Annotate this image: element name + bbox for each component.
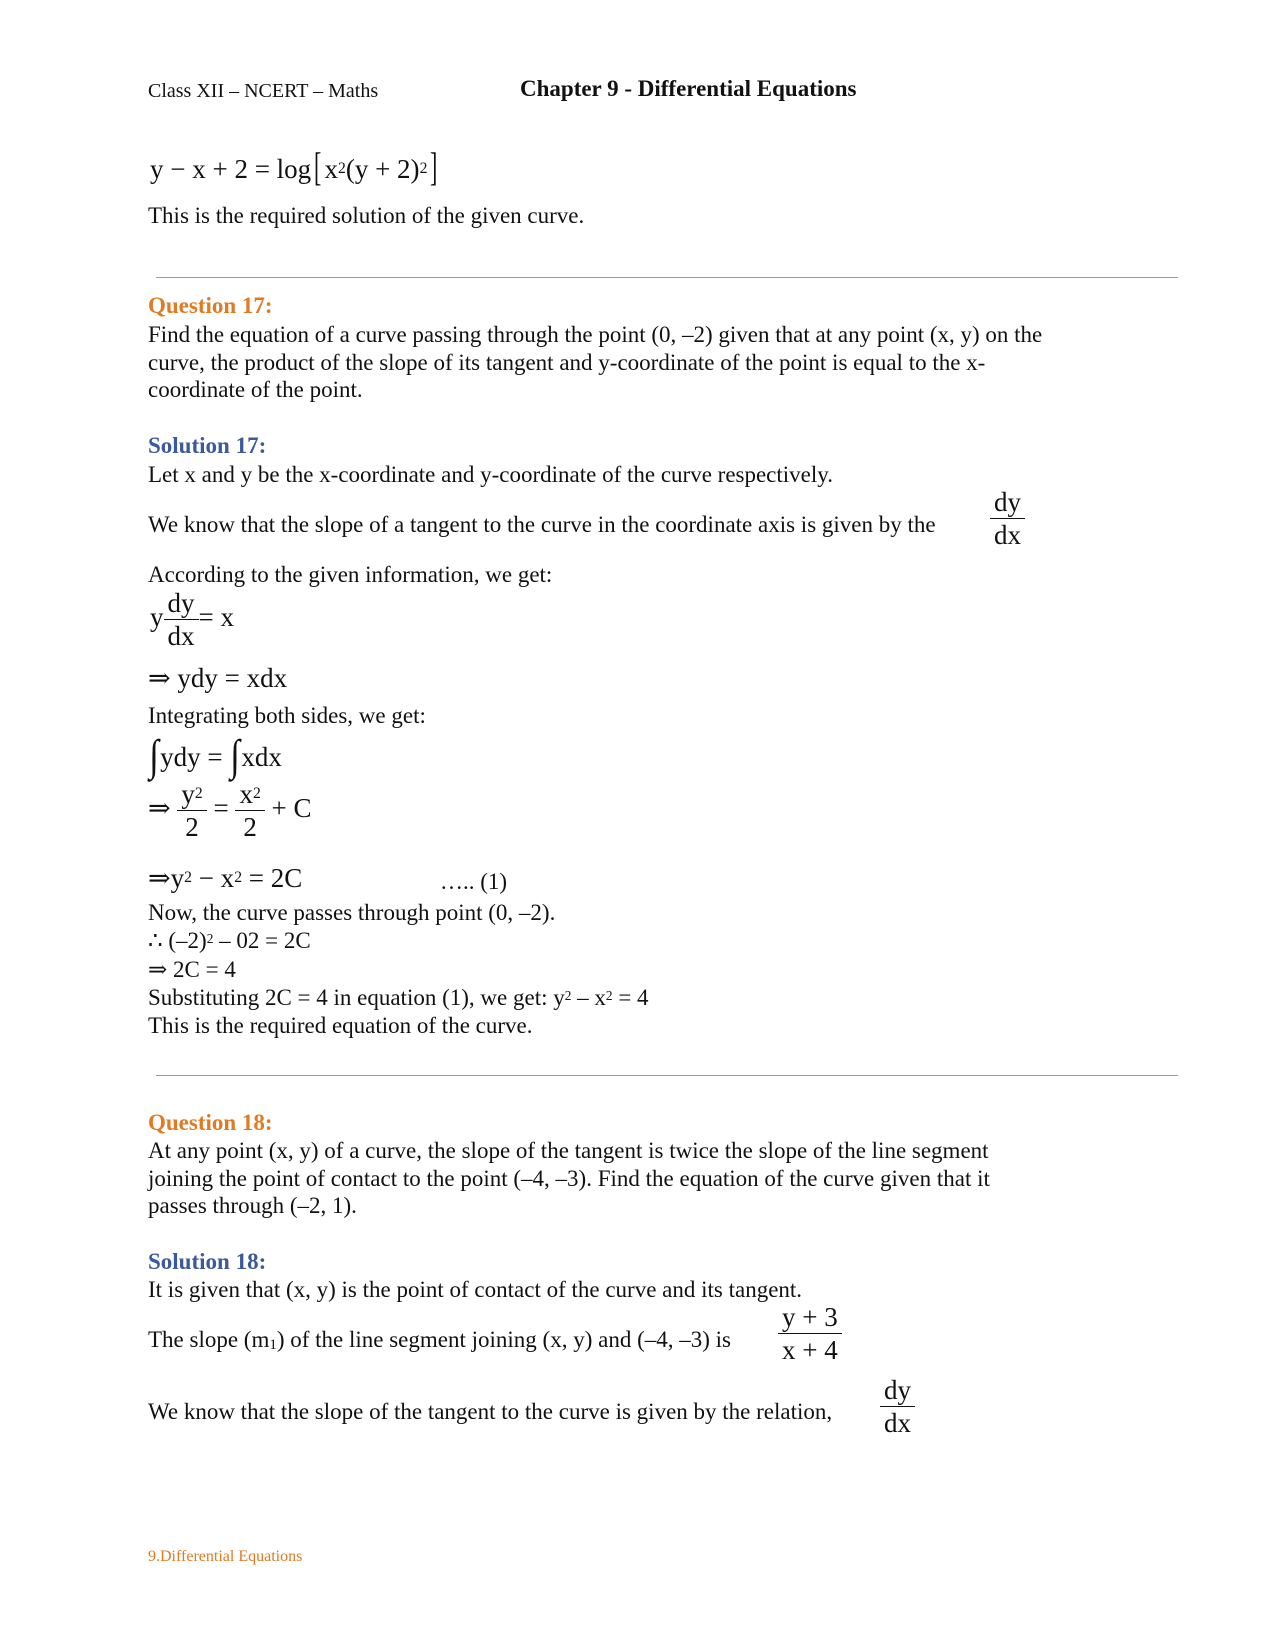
section-divider — [156, 277, 1178, 278]
solution-17-text: We know that the slope of a tangent to the curve in the coordinate axis is given by the — [148, 512, 936, 537]
solution-18-text: It is given that (x, y) is the point of contact of the curve and its tangent. — [148, 1277, 803, 1302]
equation-reference: ….. (1) — [440, 869, 508, 894]
dy-dx-fraction: $\frac{dy}{dx}$ — [990, 488, 1025, 550]
equation-ydy-xdx: ⇒ ydy = xdx — [148, 663, 288, 693]
solution-17-text: Let x and y be the x-coordinate and y-coordinate of the curve respectively. — [148, 462, 834, 487]
equation-half-squares: ⇒ $\frac{y^2}{2}$ = $\frac{x^2}{2}$ + C — [148, 779, 312, 843]
question-18-text: passes through (–2, 1). — [148, 1193, 357, 1218]
equation-exponent: 2 — [338, 159, 346, 177]
solution-17-text: This is the required equation of the curve. — [148, 1013, 533, 1038]
equation-x: x — [324, 154, 339, 184]
question-17-text: curve, the product of the slope of its tangent and y-coordinate of the point is equal to the x- — [148, 350, 986, 375]
section-divider — [156, 1075, 1178, 1076]
left-bracket: [ — [314, 144, 322, 189]
equation-lhs: y − x + 2 = log — [150, 154, 312, 184]
solution-17-heading: Solution 17: — [148, 433, 267, 458]
solution-17-text: According to the given information, we get: — [148, 562, 553, 587]
solution-17-text: ⇒ 2C = 4 — [148, 957, 236, 982]
solution-18-heading: Solution 18: — [148, 1249, 267, 1274]
page-footer: 9.Differential Equations — [148, 1548, 303, 1565]
top-equation — [150, 144, 441, 189]
question-17-heading: Question 17: — [148, 293, 273, 318]
top-note: This is the required solution of the given curve. — [148, 203, 585, 228]
question-17-text: coordinate of the point. — [148, 377, 363, 402]
integral-equation: ∫ydy = ∫xdx — [149, 731, 282, 780]
solution-17-text: ∴ $(-2)^2 - 02 = 2C$ — [148, 928, 311, 953]
right-bracket: ] — [430, 144, 438, 189]
slope-fraction: $\frac{y + 3}{x + 4}$ — [778, 1303, 842, 1365]
equation-term: (y + 2) — [345, 154, 420, 184]
dy-dx-fraction: $\frac{dy}{dx}$ — [880, 1376, 915, 1438]
integrating-text: Integrating both sides, we get: — [148, 703, 426, 728]
equation-1: $\Rightarrow y^2 - x^2 = 2C$ — [148, 863, 303, 893]
solution-17-text: Substituting 2C = 4 in equation (1), we get: $y^2 - x^2 = 4$ — [148, 985, 649, 1010]
question-18-heading: Question 18: — [148, 1110, 273, 1135]
question-17-text: Find the equation of a curve passing through the point (0, –2) given that at any point (x, y) on the — [148, 322, 1043, 347]
solution-18-text: The slope $(m_1)$ of the line segment joining (x, y) and (–4, –3) is — [148, 1327, 731, 1354]
solution-18-text: We know that the slope of the tangent to the curve is given by the relation, — [148, 1399, 833, 1424]
header-class-label: Class XII – NCERT – Maths — [148, 80, 379, 102]
solution-17-text: Now, the curve passes through point (0, –2). — [148, 900, 556, 925]
equation-exponent: 2 — [419, 159, 428, 177]
equation-y-dydx: y $\frac{dy}{dx}$ = x — [150, 588, 234, 652]
chapter-title: Chapter 9 - Differential Equations — [520, 76, 857, 101]
question-18-text: At any point (x, y) of a curve, the slope of the tangent is twice the slope of the line segment — [148, 1138, 989, 1163]
question-18-text: joining the point of contact to the point (–4, –3). Find the equation of the curve given that it — [148, 1166, 990, 1191]
